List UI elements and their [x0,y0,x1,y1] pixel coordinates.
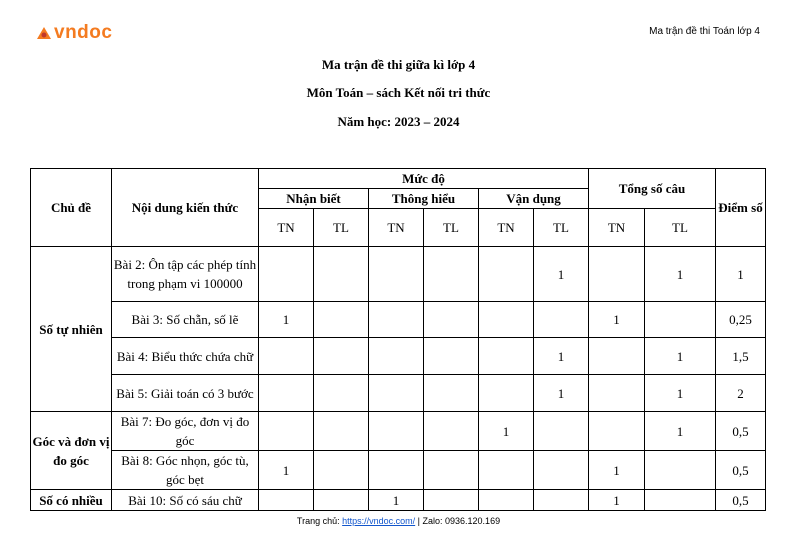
logo-mark-icon [36,26,52,40]
value-cell: 1 [589,302,645,338]
value-cell [259,412,314,451]
value-cell [424,375,479,412]
value-cell [645,451,716,490]
value-cell [259,375,314,412]
value-cell [424,302,479,338]
subject-title: Môn Toán – sách Kết nối tri thức [306,85,491,100]
score-cell: 0,5 [716,490,766,511]
value-cell [369,412,424,451]
value-cell [314,412,369,451]
footer-suffix: | Zalo: 0936.120.169 [415,516,501,526]
value-cell [314,490,369,511]
header-tl: TL [424,209,479,247]
value-cell [534,451,589,490]
value-cell [424,247,479,302]
score-cell: 1 [716,247,766,302]
score-cell: 0,25 [716,302,766,338]
topic-cell: Số có nhiều [31,490,112,511]
table-row [31,490,766,511]
value-cell: 1 [534,247,589,302]
table-row [31,375,766,412]
table-row [31,302,766,338]
header-total: Tổng số câu [589,169,716,209]
header-tn: TN [589,209,645,247]
content-cell: Bài 5: Giải toán có 3 bước [112,375,259,412]
value-cell [589,338,645,375]
value-cell: 1 [645,412,716,451]
header-score: Điểm số [716,169,766,247]
score-cell: 1,5 [716,338,766,375]
value-cell [645,302,716,338]
table-row [31,338,766,375]
value-cell [479,247,534,302]
value-cell [259,490,314,511]
footer-prefix: Trang chủ: [296,516,343,526]
value-cell: 1 [589,490,645,511]
content-cell: Bài 2: Ôn tập các phép tính trong phạm vi 100000 [112,247,259,302]
page-title: Ma trận đề thi giữa kì lớp 4 [321,57,476,72]
value-cell [424,451,479,490]
exam-matrix-table [30,168,766,511]
value-cell [369,247,424,302]
header-tn: TN [369,209,424,247]
value-cell [534,302,589,338]
value-cell: 1 [589,451,645,490]
value-cell: 1 [259,302,314,338]
value-cell: 1 [534,338,589,375]
value-cell [369,338,424,375]
header-apply: Vận dụng [479,189,589,209]
value-cell [534,412,589,451]
header-recognize: Nhận biết [259,189,369,209]
header-tl: TL [645,209,716,247]
logo-text: vndoc [54,22,113,43]
value-cell [314,302,369,338]
value-cell: 1 [259,451,314,490]
value-cell [589,412,645,451]
value-cell [424,412,479,451]
header-content: Nội dung kiến thức [112,169,259,247]
value-cell: 1 [534,375,589,412]
vndoc-logo[interactable] [36,22,112,44]
content-cell: Bài 8: Góc nhọn, góc tù, góc bẹt [112,451,259,490]
value-cell [424,338,479,375]
score-cell: 0,5 [716,451,766,490]
table-row [31,451,766,490]
value-cell [259,338,314,375]
header-tn: TN [259,209,314,247]
value-cell [369,375,424,412]
header-topic: Chủ đề [31,169,112,247]
score-cell: 2 [716,375,766,412]
content-cell: Bài 4: Biểu thức chứa chữ [112,338,259,375]
content-cell: Bài 10: Số có sáu chữ [112,490,259,511]
value-cell: 1 [645,375,716,412]
header-level: Mức độ [259,169,589,189]
value-cell: 1 [479,412,534,451]
value-cell [645,490,716,511]
value-cell [589,375,645,412]
value-cell [479,338,534,375]
table-row [31,247,766,302]
value-cell [589,247,645,302]
document-label: Ma trận đề thi Toán lớp 4 [649,26,760,37]
value-cell: 1 [369,490,424,511]
value-cell [479,490,534,511]
header-understand: Thông hiểu [369,189,479,209]
value-cell: 1 [645,247,716,302]
value-cell [314,338,369,375]
content-cell: Bài 3: Số chẵn, số lẽ [112,302,259,338]
page-footer [0,516,797,526]
score-cell: 0,5 [716,412,766,451]
homepage-link[interactable]: https://vndoc.com/ [342,516,416,526]
value-cell [259,247,314,302]
topic-cell: Số tự nhiên [31,247,112,412]
header-tl: TL [534,209,589,247]
value-cell [534,490,589,511]
value-cell [314,375,369,412]
content-cell: Bài 7: Đo góc, đơn vị đo góc [112,412,259,451]
topic-cell: Góc và đơn vị đo góc [31,412,112,490]
value-cell [479,375,534,412]
value-cell [479,451,534,490]
value-cell [314,451,369,490]
value-cell: 1 [645,338,716,375]
value-cell [369,302,424,338]
school-year: Năm học: 2023 – 2024 [337,114,460,129]
header-tl: TL [314,209,369,247]
value-cell [369,451,424,490]
value-cell [314,247,369,302]
table-row [31,412,766,451]
value-cell [424,490,479,511]
header-tn: TN [479,209,534,247]
value-cell [479,302,534,338]
